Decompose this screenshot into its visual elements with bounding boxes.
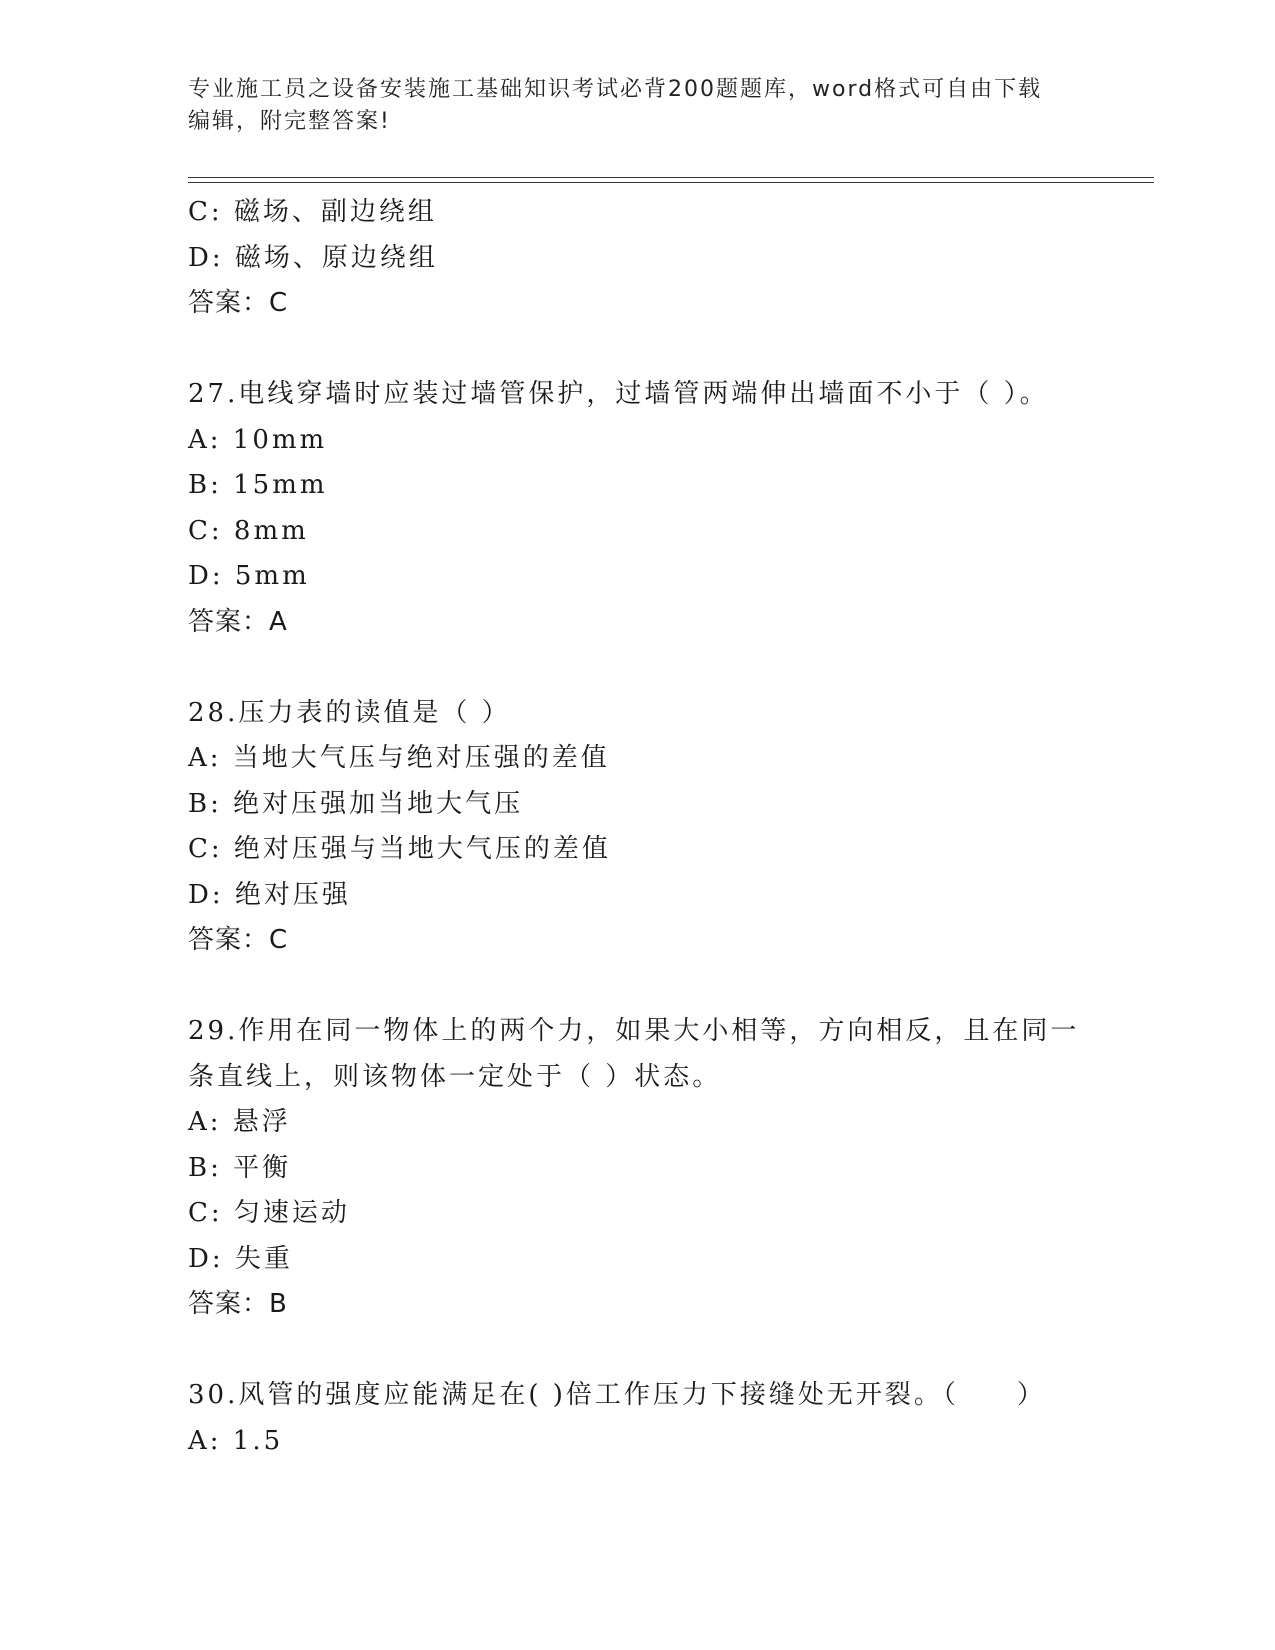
answer: 答案：C — [188, 925, 289, 955]
question-28 — [188, 691, 1088, 964]
question-30 — [188, 1373, 1088, 1464]
option-a: A: 1.5 — [188, 1425, 284, 1456]
option-a: A: 当地大气压与绝对压强的差值 — [188, 743, 610, 773]
question-stem: 28.压力表的读值是（ ） — [188, 697, 511, 728]
option-a: A: 悬浮 — [188, 1107, 291, 1137]
question-26-tail — [188, 190, 1088, 327]
question-spacer — [188, 1328, 1088, 1374]
question-27 — [188, 372, 1088, 645]
option-a: A: 10mm — [188, 424, 328, 455]
option-c: C: 匀速运动 — [188, 1198, 350, 1228]
header-line-2: 编辑，附完整答案! — [188, 109, 391, 134]
option-c: C: 8mm — [188, 515, 309, 546]
question-stem: 30.风管的强度应能满足在( )倍工作压力下接缝处无开裂。（ ） — [188, 1380, 1046, 1410]
question-29 — [188, 1009, 1088, 1328]
question-stem-line-2: 条直线上，则该物体一定处于（ ）状态。 — [188, 1061, 722, 1092]
option-c: C: 磁场、副边绕组 — [188, 197, 437, 227]
option-d: D: 失重 — [188, 1243, 293, 1274]
question-spacer — [188, 645, 1088, 691]
answer: 答案：C — [188, 288, 289, 318]
option-b: B: 15mm — [188, 470, 328, 500]
option-b: B: 平衡 — [188, 1152, 292, 1183]
question-spacer — [188, 964, 1088, 1010]
option-b: B: 绝对压强加当地大气压 — [188, 788, 524, 819]
question-stem-line-1: 29.作用在同一物体上的两个力，如果大小相等，方向相反，且在同一 — [188, 1016, 1080, 1046]
document-header — [188, 74, 1068, 138]
question-spacer — [188, 327, 1088, 373]
answer: 答案：A — [188, 606, 288, 637]
header-line-1: 专业施工员之设备安装施工基础知识考试必背200题题库，word格式可自由下载 — [188, 77, 1043, 102]
header-divider-top — [188, 177, 1154, 178]
option-d: D: 5mm — [188, 561, 310, 591]
answer: 答案：B — [188, 1289, 288, 1319]
header-divider-bottom — [188, 182, 1154, 183]
question-list — [188, 190, 1088, 1464]
option-d: D: 绝对压强 — [188, 879, 351, 910]
question-stem: 27.电线穿墙时应装过墙管保护，过墙管两端伸出墙面不小于（ ）。 — [188, 379, 1049, 409]
option-d: D: 磁场、原边绕组 — [188, 242, 438, 273]
option-c: C: 绝对压强与当地大气压的差值 — [188, 834, 611, 864]
